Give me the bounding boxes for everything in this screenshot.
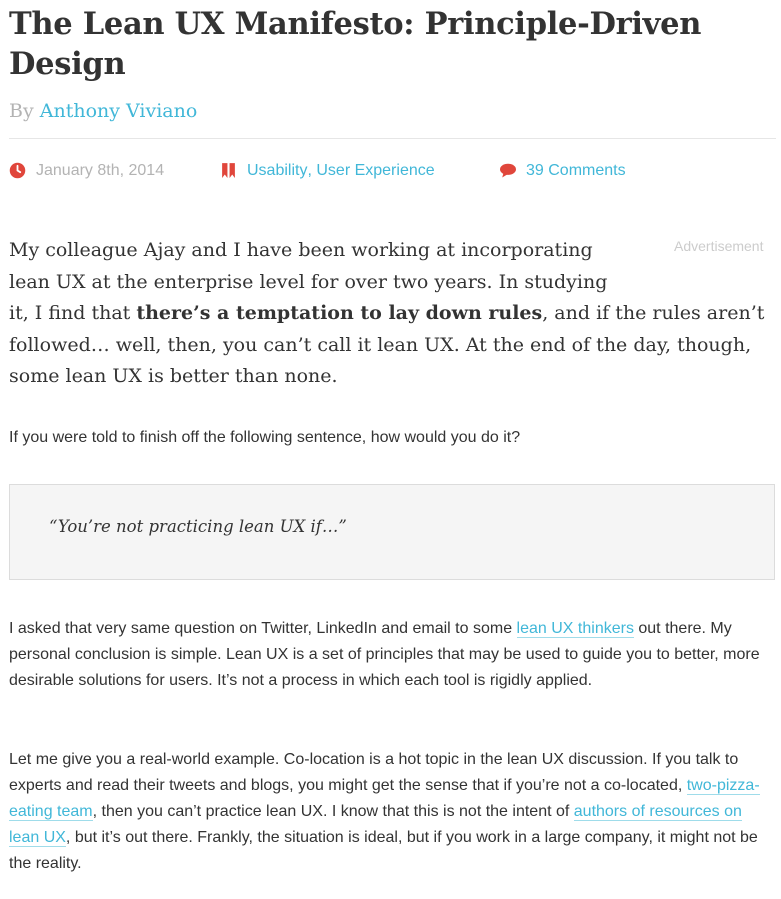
date-item (9, 159, 164, 183)
byline (9, 98, 197, 124)
lead-bold-text: there’s a temptation to lay down rules (136, 302, 543, 324)
article-title: The Lean UX Manifesto: Principle-Driven Design (9, 6, 702, 82)
para2-text-2: out there. My personal conclusion is simple. Lean UX is a set of principles that may be used to guide you to better, more desirable solutions for users. It’s not a process in which each tool is rigidly applied. (9, 620, 760, 689)
category-link-usability[interactable]: Usability (247, 162, 308, 179)
lead-text-2: , and if the rules aren’t followed… well, then, you can’t call it lean UX. At the end of the day, though, some lean UX is better than none. (9, 302, 765, 387)
blockquote (9, 484, 775, 580)
lead-paragraph (9, 235, 774, 393)
lean-ux-thinkers-link[interactable]: lean UX thinkers (516, 620, 634, 637)
para3-text-1: Let me give you a real-world example. Co-location is a hot topic in the lean UX discussion. If you talk to experts and read their tweets and blogs, you might get the sense that if you’re not a co-located, (9, 751, 739, 794)
para2-text-1: I asked that very same question on Twitter, LinkedIn and email to some (9, 620, 517, 637)
speech-bubble-icon (499, 162, 517, 180)
category-link-user-experience[interactable]: User Experience (316, 162, 435, 179)
para3-text-2: , then you can’t practice lean UX. I know that this is not the intent of (92, 803, 574, 820)
two-pizza-team-link[interactable]: two-pizza-eating team (9, 777, 760, 820)
question-paragraph: If you were told to finish off the following sentence, how would you do it? (9, 429, 521, 446)
bookmark-icon (220, 162, 238, 180)
categories-item (220, 159, 435, 183)
divider (9, 138, 776, 139)
comments-item (499, 159, 626, 183)
author-link[interactable]: Anthony Viviano (39, 100, 198, 122)
byline-prefix: By (9, 100, 34, 122)
lead-text-1: My colleague Ajay and I have been working at incorporating lean UX at the enterprise level for over two years. In studying it, I find that (9, 239, 608, 324)
publish-date: January 8th, 2014 (36, 162, 165, 179)
body-paragraph-2 (9, 747, 774, 877)
comments-link[interactable]: 39 Comments (526, 162, 626, 179)
clock-icon (9, 162, 27, 180)
blockquote-text: “You’re not practicing lean UX if…” (49, 517, 347, 536)
lean-ux-resources-link[interactable]: authors of resources on lean UX (9, 803, 742, 846)
body-paragraph-1 (9, 616, 774, 694)
para3-text-3: , but it’s out there. Frankly, the situation is ideal, but if you work in a large company, it might not be the reality. (9, 829, 758, 872)
article-meta (9, 159, 769, 183)
advertisement-label: Advertisement (674, 238, 764, 254)
category-separator: , (307, 162, 317, 179)
